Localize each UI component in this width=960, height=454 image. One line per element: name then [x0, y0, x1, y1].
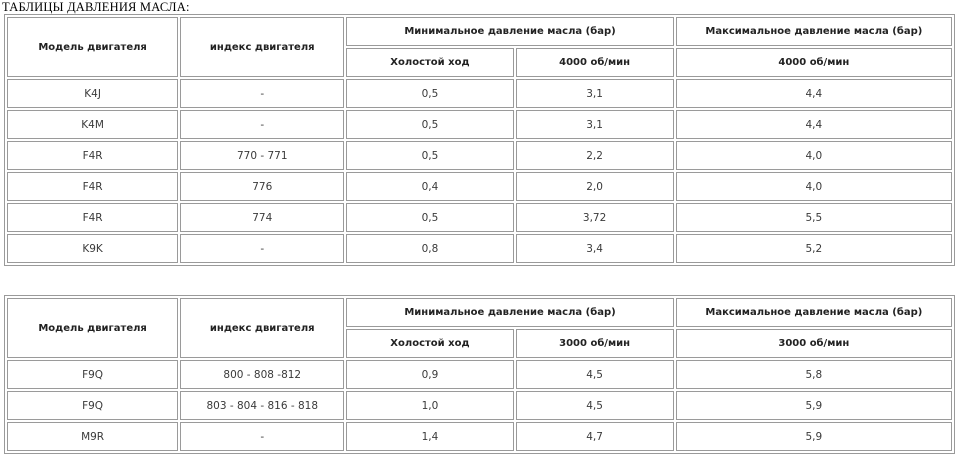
cell-model: F4R — [7, 203, 178, 232]
table-row — [7, 391, 952, 420]
cell-min: 3,1 — [516, 79, 674, 108]
cell-index: 803 - 804 - 816 - 818 — [180, 391, 344, 420]
cell-index: - — [180, 422, 344, 451]
table-row — [7, 79, 952, 108]
cell-model: K4M — [7, 110, 178, 139]
header-idle: Холостой ход — [346, 329, 513, 358]
cell-min: 3,1 — [516, 110, 674, 139]
cell-model: K4J — [7, 79, 178, 108]
cell-index: 776 — [180, 172, 344, 201]
cell-max: 4,4 — [676, 110, 952, 139]
cell-min: 2,0 — [516, 172, 674, 201]
table-row — [7, 360, 952, 389]
header-max-rpm: 3000 об/мин — [676, 329, 952, 358]
cell-index: 800 - 808 -812 — [180, 360, 344, 389]
cell-max: 4,0 — [676, 172, 952, 201]
cell-model: F4R — [7, 141, 178, 170]
cell-idle: 0,5 — [346, 141, 513, 170]
header-max-pressure: Максимальное давление масла (бар) — [676, 17, 952, 46]
cell-idle: 0,5 — [346, 79, 513, 108]
cell-idle: 0,8 — [346, 234, 513, 263]
oil-pressure-table-1 — [4, 14, 955, 266]
table-row — [7, 141, 952, 170]
cell-idle: 0,5 — [346, 110, 513, 139]
header-engine-model: Модель двигателя — [7, 17, 178, 77]
cell-index: 774 — [180, 203, 344, 232]
oil-pressure-table-2 — [4, 295, 955, 454]
header-idle: Холостой ход — [346, 48, 513, 77]
cell-index: - — [180, 110, 344, 139]
cell-min: 2,2 — [516, 141, 674, 170]
cell-idle: 0,9 — [346, 360, 513, 389]
cell-max: 5,2 — [676, 234, 952, 263]
cell-min: 4,5 — [516, 391, 674, 420]
table-row — [7, 172, 952, 201]
cell-model: K9K — [7, 234, 178, 263]
cell-index: 770 - 771 — [180, 141, 344, 170]
header-min-pressure: Минимальное давление масла (бар) — [346, 298, 673, 327]
cell-max: 5,8 — [676, 360, 952, 389]
cell-min: 3,4 — [516, 234, 674, 263]
header-engine-index: индекс двигателя — [180, 298, 344, 358]
cell-model: F9Q — [7, 360, 178, 389]
cell-idle: 1,4 — [346, 422, 513, 451]
cell-model: M9R — [7, 422, 178, 451]
header-min-rpm: 3000 об/мин — [516, 329, 674, 358]
cell-min: 4,7 — [516, 422, 674, 451]
cell-max: 4,4 — [676, 79, 952, 108]
cell-idle: 0,5 — [346, 203, 513, 232]
cell-idle: 0,4 — [346, 172, 513, 201]
table-row — [7, 203, 952, 232]
cell-idle: 1,0 — [346, 391, 513, 420]
header-max-pressure: Максимальное давление масла (бар) — [676, 298, 952, 327]
cell-max: 5,9 — [676, 391, 952, 420]
cell-max: 5,5 — [676, 203, 952, 232]
cell-max: 4,0 — [676, 141, 952, 170]
cell-min: 3,72 — [516, 203, 674, 232]
header-min-pressure: Минимальное давление масла (бар) — [346, 17, 673, 46]
cell-index: - — [180, 234, 344, 263]
table-row — [7, 234, 952, 263]
page-title: ТАБЛИЦЫ ДАВЛЕНИЯ МАСЛА: — [2, 0, 190, 14]
header-max-rpm: 4000 об/мин — [676, 48, 952, 77]
header-min-rpm: 4000 об/мин — [516, 48, 674, 77]
cell-min: 4,5 — [516, 360, 674, 389]
cell-model: F4R — [7, 172, 178, 201]
cell-model: F9Q — [7, 391, 178, 420]
header-engine-model: Модель двигателя — [7, 298, 178, 358]
cell-max: 5,9 — [676, 422, 952, 451]
table-row — [7, 110, 952, 139]
cell-index: - — [180, 79, 344, 108]
header-engine-index: индекс двигателя — [180, 17, 344, 77]
